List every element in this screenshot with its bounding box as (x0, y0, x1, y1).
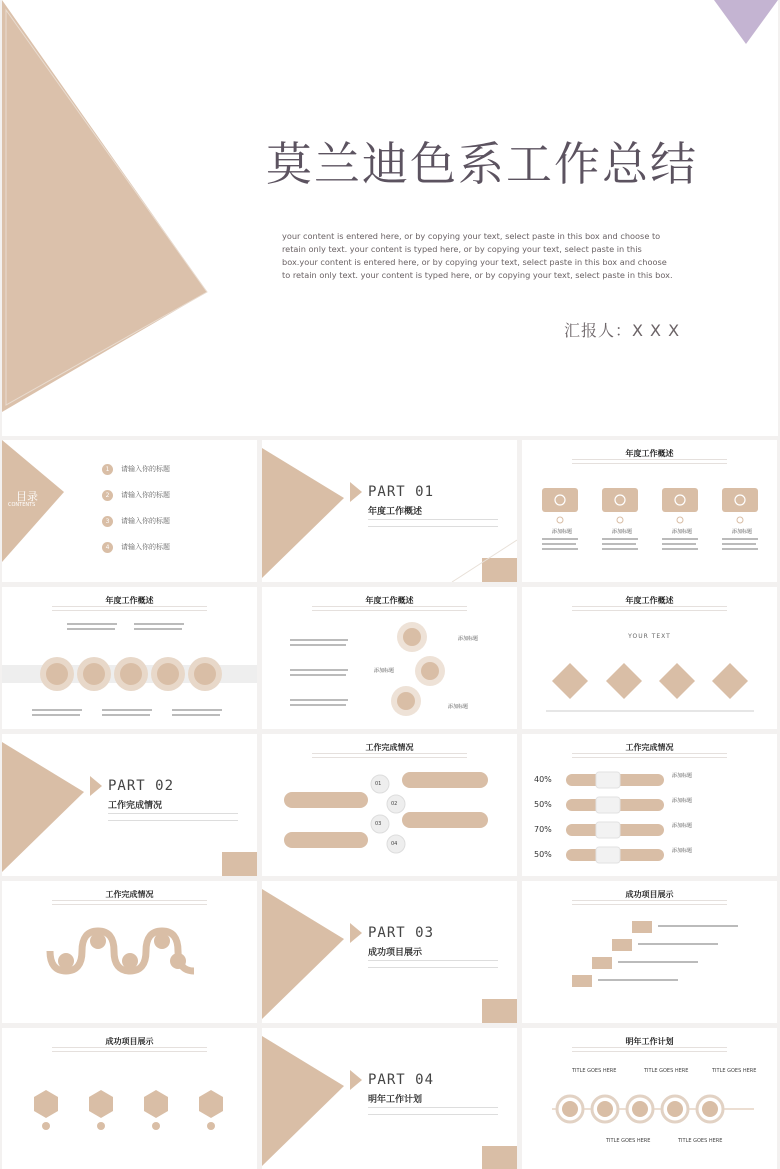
icon-3-label: 添加标题 (672, 529, 693, 535)
toc-item-4[interactable]: 4 请输入你的标题 (102, 542, 170, 553)
plan-title-2: TITLE GOES HERE (644, 1068, 689, 1074)
cover-slide[interactable] (2, 0, 778, 436)
cover-reporter: 汇报人：X X X (564, 321, 681, 340)
percent-4: 50% (534, 850, 552, 859)
diamond-row (522, 587, 777, 729)
slide-title: 工作完成情况 (105, 890, 154, 899)
part-01-desc (368, 519, 498, 527)
overview-icon-boxes (522, 440, 777, 582)
part-01-label: PART 01 (368, 484, 435, 500)
pct-label-4: 添加标题 (672, 848, 693, 854)
toc-title: 目录 (16, 490, 38, 503)
slide-plan-circles[interactable] (522, 1028, 777, 1169)
chain-label-3: 添加标题 (448, 704, 469, 710)
part-03-title: 成功项目展示 (368, 948, 423, 958)
slide-title: 工作完成情况 (365, 743, 414, 752)
cover-title: 莫兰迪色系工作总结 (266, 137, 698, 191)
slide-completion-percent[interactable] (522, 734, 777, 876)
icon-1-label: 添加标题 (552, 529, 573, 535)
slide-overview-diamonds[interactable] (522, 587, 777, 729)
icon-2-label: 添加标题 (612, 529, 633, 535)
part-04-title: 明年工作计划 (368, 1095, 423, 1105)
icon-4-label: 添加标题 (732, 529, 753, 535)
overview-circle-row (2, 587, 257, 729)
slide-title: 工作完成情况 (625, 743, 674, 752)
slide-title: 成功项目展示 (105, 1037, 154, 1046)
slide-title: 年度工作概述 (625, 596, 674, 605)
part-02-label: PART 02 (108, 778, 175, 794)
slide-part-01[interactable] (262, 440, 517, 582)
percent-1: 40% (534, 775, 552, 784)
slide-part-03[interactable] (262, 881, 517, 1023)
slide-title: 成功项目展示 (625, 890, 674, 899)
toc-arrow-shape (2, 440, 72, 582)
percent-3: 70% (534, 825, 552, 834)
toc-subtitle: CONTENTS (8, 502, 36, 508)
plan-title-3: TITLE GOES HERE (712, 1068, 757, 1074)
slide-overview-chain[interactable] (262, 587, 517, 729)
percent-bars (522, 734, 777, 876)
chain-label-1: 添加标题 (458, 636, 479, 642)
step-01: 01 (375, 781, 382, 787)
slide-projects-hexagons[interactable] (2, 1028, 257, 1169)
your-text-heading: YOUR TEXT (628, 633, 671, 640)
slide-completion-wave[interactable] (2, 881, 257, 1023)
slide-toc[interactable] (2, 440, 257, 582)
slide-thumbnail-grid (2, 440, 778, 1168)
part-04-desc (368, 1107, 498, 1115)
plan-title-5: TITLE GOES HERE (678, 1138, 723, 1144)
slide-projects-stairs[interactable] (522, 881, 777, 1023)
plan-title-1: TITLE GOES HERE (572, 1068, 617, 1074)
completion-step-pills (262, 734, 517, 876)
step-03: 03 (375, 821, 382, 827)
plan-circle-row (522, 1028, 777, 1169)
toc-item-2[interactable]: 2 请输入你的标题 (102, 490, 170, 501)
pct-label-1: 添加标题 (672, 773, 693, 779)
percent-2: 50% (534, 800, 552, 809)
pct-label-3: 添加标题 (672, 823, 693, 829)
project-hexagons (2, 1028, 257, 1169)
slide-completion-steps[interactable] (262, 734, 517, 876)
overview-chain-circles (262, 587, 517, 729)
toc-item-1[interactable]: 1 请输入你的标题 (102, 464, 170, 475)
part-04-label: PART 04 (368, 1072, 435, 1088)
slide-title: 年度工作概述 (105, 596, 154, 605)
part-02-desc (108, 813, 238, 821)
cover-corner-triangle (708, 0, 778, 45)
plan-title-4: TITLE GOES HERE (606, 1138, 651, 1144)
slide-title: 年度工作概述 (625, 449, 674, 458)
step-04: 04 (391, 841, 398, 847)
completion-wave-path (2, 881, 257, 1023)
slide-overview-icons[interactable] (522, 440, 777, 582)
project-stair-steps (522, 881, 777, 1023)
toc-item-3[interactable]: 3 请输入你的标题 (102, 516, 170, 527)
part-02-title: 工作完成情况 (108, 801, 163, 811)
part-03-label: PART 03 (368, 925, 435, 941)
cover-triangle-shape (2, 0, 212, 412)
slide-part-02[interactable] (2, 734, 257, 876)
slide-title: 明年工作计划 (625, 1037, 674, 1046)
slide-part-04[interactable] (262, 1028, 517, 1169)
part-01-title: 年度工作概述 (368, 507, 423, 517)
slide-title: 年度工作概述 (365, 596, 414, 605)
slide-overview-circles[interactable] (2, 587, 257, 729)
cover-body-text: your content is entered here, or by copying your text, select paste in this box and choose to retain only text. your content is typed here, or by copying your text, select paste in this box.your content is entered here, or by copying your text, select paste in this box and choose to retain only text. your content is typed here, or by copying your text, select paste in this box. (282, 231, 673, 280)
chain-label-2: 添加标题 (374, 668, 395, 674)
pct-label-2: 添加标题 (672, 798, 693, 804)
step-02: 02 (391, 801, 398, 807)
part-03-desc (368, 960, 498, 968)
